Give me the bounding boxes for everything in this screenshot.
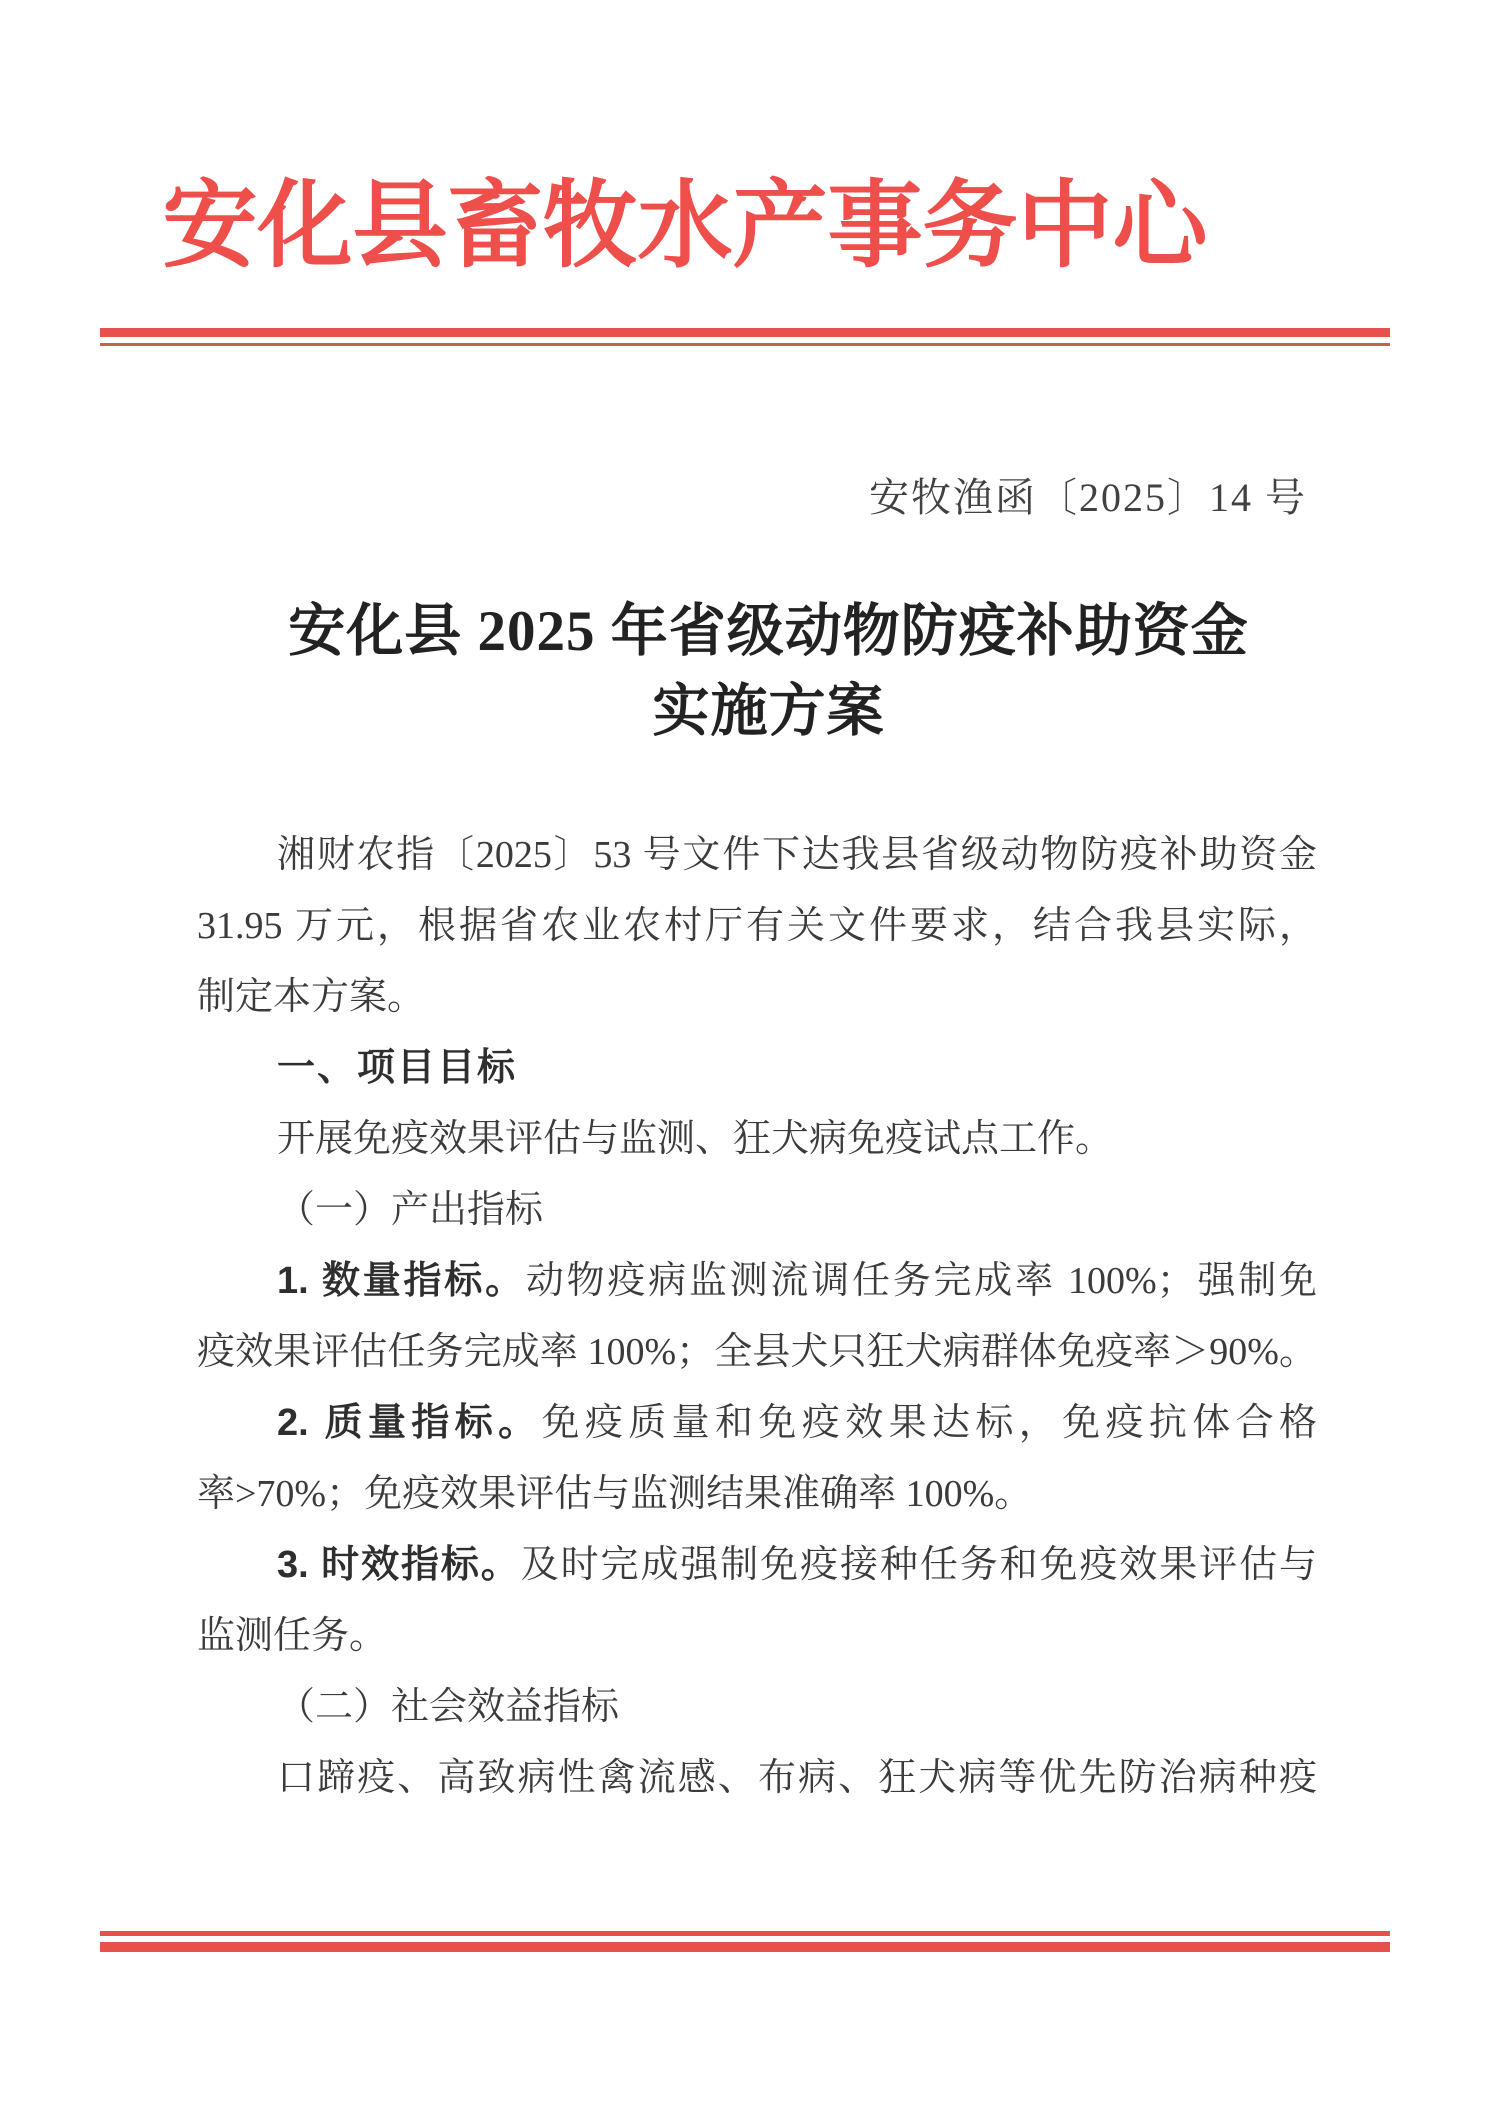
- indicator-label: 3. 时效指标。: [277, 1544, 521, 1586]
- document-number: 安牧渔函〔2025〕14 号: [869, 475, 1307, 520]
- paragraph-line: 湘财农指〔2025〕53 号文件下达我县省级动物防疫补助资金: [277, 834, 1317, 876]
- subsection-heading-2: （二）社会效益指标: [277, 1686, 620, 1728]
- footer-rule-thick: [100, 1942, 1390, 1952]
- document-body: [197, 820, 1317, 1814]
- paragraph-line: 31.95 万元，根据省农业农村厅有关文件要求，结合我县实际，: [197, 905, 1317, 947]
- paragraph-line: 口蹄疫、高致病性禽流感、布病、狂犬病等优先防治病种疫: [277, 1757, 1317, 1799]
- letterhead-org-name: 安化县畜牧水产事务中心: [162, 173, 1208, 279]
- footer-rule-thin: [100, 1931, 1390, 1936]
- paragraph-line: 疫效果评估任务完成率 100%；全县犬只狂犬病群体免疫率＞90%。: [197, 1331, 1317, 1373]
- letterhead-rule-thin: [100, 343, 1390, 346]
- indicator-line-quantity: 1. 数量指标。动物疫病监测流调任务完成率 100%；强制免: [277, 1260, 1318, 1302]
- paragraph-line: 开展免疫效果评估与监测、狂犬病免疫试点工作。: [277, 1118, 1114, 1160]
- document-title-line1: 安化县 2025 年省级动物防疫补助资金: [288, 600, 1249, 663]
- indicator-line-quality: 2. 质量指标。免疫质量和免疫效果达标，免疫抗体合格: [277, 1402, 1317, 1444]
- paragraph-line: 制定本方案。: [197, 976, 426, 1018]
- subsection-heading-1: （一）产出指标: [277, 1189, 544, 1231]
- letterhead-rule-thick: [100, 328, 1390, 337]
- paragraph-line: 监测任务。: [197, 1615, 388, 1657]
- indicator-line-timeliness: 3. 时效指标。及时完成强制免疫接种任务和免疫效果评估与: [277, 1544, 1317, 1586]
- document-title: [50, 592, 1487, 752]
- paragraph-line: 率>70%；免疫效果评估与监测结果准确率 100%。: [197, 1473, 1033, 1515]
- section-heading-1: 一、项目目标: [277, 1047, 518, 1089]
- indicator-label: 2. 质量指标。: [277, 1402, 542, 1444]
- indicator-label: 1. 数量指标。: [277, 1260, 526, 1302]
- document-title-line2: 实施方案: [652, 680, 885, 743]
